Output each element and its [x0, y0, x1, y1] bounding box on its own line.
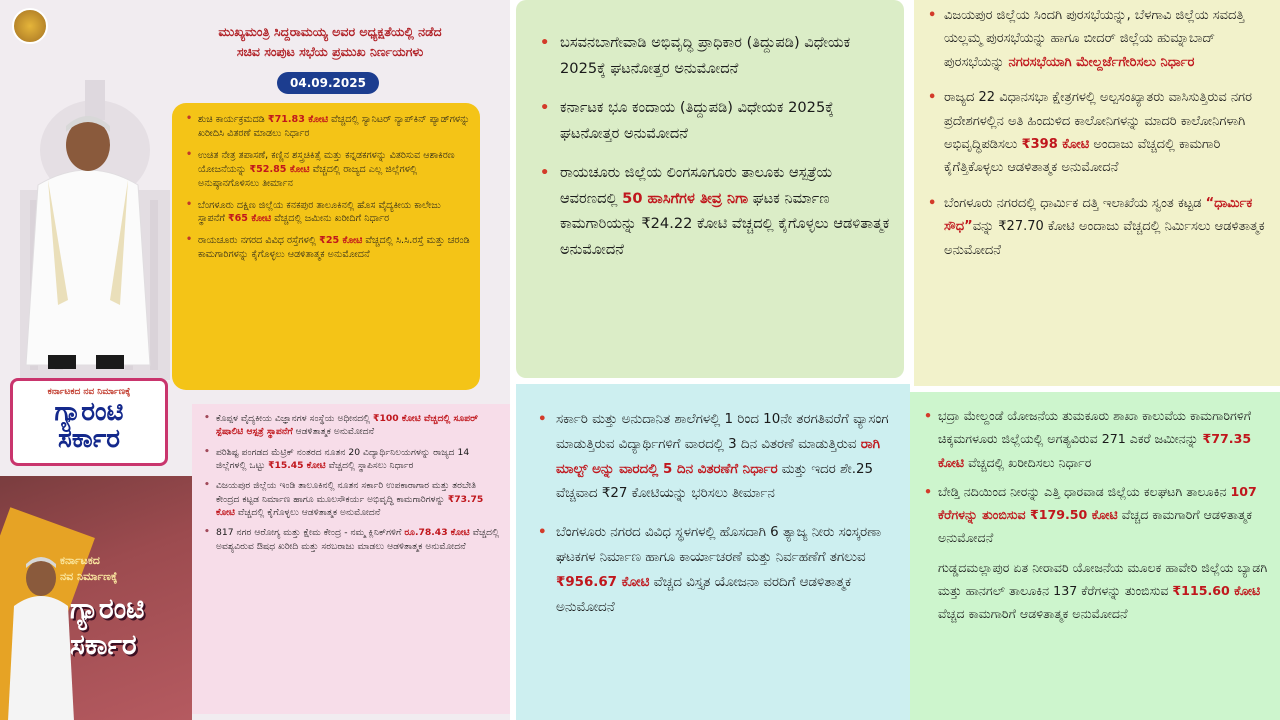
mint-decisions-box — [910, 392, 1280, 720]
decision-item: ಗುಡ್ಡದಮಲ್ಲಾಪುರ ಏತ ನೀರಾವರಿ ಯೋಜನೆಯ ಮೂಲಕ ಹಾವೇರಿ ಜಿಲ್ಲೆಯ ಬ್ಯಾಡಗಿ ಮತ್ತು ಹಾನಗಲ್ ತಾಲೂಕಿನ 137 ಕೆರೆಗಳನ್ನು ತುಂಬಿಸುವ ₹115.60 ಕೋಟಿ ವೆಚ್ಚದ ಕಾಮಗಾರಿಗೆ ಆಡಳಿತಾತ್ಮಕ ಅನುಮೋದನೆ — [938, 559, 1268, 622]
decision-item: • ಉಚಿತ ನೇತ್ರ ತಪಾಸಣೆ, ಕಣ್ಣಿನ ಶಸ್ತ್ರಚಿಕಿತ್ಸೆ ಮತ್ತು ಕನ್ನಡಕಗಳನ್ನು ವಿತರಿಸುವ ಆಶಾಕಿರಣ ಯೋಜನೆಯನ್ನು ₹52.85 ಕೋಟಿ ವೆಚ್ಚದಲ್ಲಿ ರಾಜ್ಯದ ಎಲ್ಲ ಜಿಲ್ಲೆಗಳಲ್ಲಿ ಅನುಷ್ಠಾನಗೊಳಿಸಲು ತೀರ್ಮಾನ — [186, 149, 470, 191]
decision-item: • ಬಸವನಬಾಗೇವಾಡಿ ಅಭಿವೃದ್ಧಿ ಪ್ರಾಧಿಕಾರ (ತಿದ್ದುಪಡಿ) ವಿಧೇಯಕ 2025ಕ್ಕೆ ಘಟನೋತ್ತರ ಅನುಮೋದನೆ — [540, 30, 890, 81]
decision-item: • ರಾಜ್ಯದ 22 ವಿಧಾನಸಭಾ ಕ್ಷೇತ್ರಗಳಲ್ಲಿ ಅಲ್ಪಸಂಖ್ಯಾತರು ವಾಸಿಸುತ್ತಿರುವ ನಗರ ಪ್ರದೇಶಗಳಲ್ಲಿನ ಅತಿ ಹಿಂದುಳಿದ ಕಾಲೋನಿಗಳನ್ನು ಮಾದರಿ ಕಾಲೋನಿಗಳಾಗಿ ಅಭಿವೃದ್ಧಿಪಡಿಸಲು ₹398 ಕೋಟಿ ಅಂದಾಜು ವೆಚ್ಚದಲ್ಲಿ ಕಾಮಗಾರಿ ಕೈಗೆತ್ತಿಕೊಳ್ಳಲು ಆಡಳಿತಾತ್ಮಕ ಅನುಮೋದನೆ — [926, 86, 1276, 180]
decision-item: • ರಾಯಚೂರು ನಗರದ ವಿವಿಧ ರಸ್ತೆಗಳಲ್ಲಿ ₹25 ಕೋಟಿ ವೆಚ್ಚದಲ್ಲಿ ಸಿ.ಸಿ.ರಸ್ತೆ ಮತ್ತು ಚರಂಡಿ ಕಾಮಗಾರಿಗಳನ್ನು ಕೈಗೊಳ್ಳಲು ಆಡಳಿತಾತ್ಮಕ ಅನುಮೋದನೆ — [186, 234, 470, 262]
decision-item: • ಪರಿಶಿಷ್ಟ ಪಂಗಡದ ಮೆಟ್ರಿಕ್ ನಂತರದ ನೂತನ 20 ವಿದ್ಯಾರ್ಥಿನಿಲಯಗಳನ್ನು ರಾಜ್ಯದ 14 ಜಿಲ್ಲೆಗಳಲ್ಲಿ ಒಟ್ಟು ₹15.45 ಕೋಟಿ ವೆಚ್ಚದಲ್ಲಿ ಸ್ಥಾಪಿಸಲು ನಿರ್ಧಾರ — [204, 446, 502, 473]
badge-subtitle: ಕರ್ನಾಟಕದ ನವ ನಿರ್ಮಾಣಕ್ಕೆ — [47, 387, 131, 397]
cream-decisions-list — [926, 4, 1276, 262]
yellow-decisions-box — [172, 103, 480, 390]
chief-minister-photo — [18, 100, 158, 375]
cyan-decisions-box — [516, 384, 910, 720]
left-poster — [0, 0, 510, 720]
promo-sarkara-text: ಸರ್ಕಾರ — [70, 628, 137, 661]
decision-item: • ಕೊಪ್ಪಳ ವೈದ್ಯಕೀಯ ವಿಜ್ಞಾನಗಳ ಸಂಸ್ಥೆಯ ಅಧೀನದಲ್ಲಿ ₹100 ಕೋಟಿ ವೆಚ್ಚದಲ್ಲಿ ಸೂಪರ್ ಸ್ಪೆಷಾಲಿಟಿ ಆಸ್ಪತ್ರೆ ಸ್ಥಾಪನೆಗೆ ಆಡಳಿತಾತ್ಮಕ ಅನುಮೋದನೆ — [204, 412, 502, 439]
promo-line1: ಕರ್ನಾಟಕದ — [60, 554, 100, 567]
badge-line1: ಗ್ಯಾರಂಟಿ — [54, 397, 124, 427]
badge-title — [13, 399, 165, 454]
guarantee-promo-banner — [0, 476, 192, 720]
decision-item: • ಬೆಂಗಳೂರು ನಗರದಲ್ಲಿ ಧಾರ್ಮಿಕ ದತ್ತಿ ಇಲಾಖೆಯ ಸ್ವಂತ ಕಟ್ಟಡ “ಧಾರ್ಮಿಕ ಸೌಧ”ವನ್ನು ₹27.70 ಕೋಟಿ ಅಂದಾಜು ವೆಚ್ಚದಲ್ಲಿ ನಿರ್ಮಿಸಲು ಆಡಳಿತಾತ್ಮಕ ಅನುಮೋದನೆ — [926, 192, 1276, 262]
green-decisions-box — [516, 0, 904, 378]
decision-item: • ಬೆಂಗಳೂರು ನಗರದ ವಿವಿಧ ಸ್ಥಳಗಳಲ್ಲಿ ಹೊಸದಾಗಿ 6 ತ್ಯಾಜ್ಯ ನೀರು ಸಂಸ್ಕರಣಾ ಘಟಕಗಳ ನಿರ್ಮಾಣ ಹಾಗೂ ಕಾರ್ಯಾಚರಣೆ ಮತ್ತು ನಿರ್ವಹಣೆಗೆ ತಗಲುವ ₹956.67 ಕೋಟಿ ವೆಚ್ಚದ ವಿಸ್ತೃತ ಯೋಜನಾ ವರದಿಗೆ ಆಡಳಿತಾತ್ಮಕ ಅನುಮೋದನೆ — [538, 521, 900, 620]
decision-item: • ಕರ್ನಾಟಕ ಭೂ ಕಂದಾಯ (ತಿದ್ದುಪಡಿ) ವಿಧೇಯಕ 2025ಕ್ಕೆ ಘಟನೋತ್ತರ ಅನುಮೋದನೆ — [540, 95, 890, 146]
badge-line2: ಸರ್ಕಾರ — [58, 424, 120, 455]
mint-decisions-list — [922, 404, 1274, 626]
cream-decisions-box — [914, 0, 1280, 386]
promo-guarantee-text: ಗ್ಯಾರಂಟಿ — [70, 592, 145, 625]
decision-item: • ಸರ್ಕಾರಿ ಮತ್ತು ಅನುದಾನಿತ ಶಾಲೆಗಳಲ್ಲಿ 1 ರಿಂದ 10ನೇ ತರಗತಿವರೆಗೆ ವ್ಯಾಸಂಗ ಮಾಡುತ್ತಿರುವ ವಿದ್ಯಾರ್ಥಿಗಳಿಗೆ ವಾರದಲ್ಲಿ 3 ದಿನ ವಿತರಣೆ ಮಾಡುತ್ತಿರುವ ರಾಗಿ ಮಾಲ್ಟ್ ಅನ್ನು ವಾರದಲ್ಲಿ 5 ದಿನ ವಿತರಣೆಗೆ ನಿರ್ಧಾರ ಮತ್ತು ಇದರ ಶೇ.25 ವೆಚ್ಚವಾದ ₹27 ಕೋಟಿಯನ್ನು ಭರಿಸಲು ತೀರ್ಮಾನ — [538, 408, 900, 507]
decision-item: • ಶುಚಿ ಕಾರ್ಯಕ್ರಮದಡಿ ₹71.83 ಕೋಟಿ ವೆಚ್ಚದಲ್ಲಿ ಸ್ಯಾನಿಟರ್ ನ್ಯಾಪ್‌ಕಿನ್ ಪ್ಯಾಡ್‌ಗಳನ್ನು ಖರೀದಿಸಿ ವಿತರಣೆ ಮಾಡಲು ನಿರ್ಧಾರ — [186, 113, 470, 141]
decision-item: • 817 ನಗರ ಆರೋಗ್ಯ ಮತ್ತು ಕ್ಷೇಮ ಕೇಂದ್ರ - ನಮ್ಮ ಕ್ಲಿನಿಕ್‌ಗಳಿಗೆ ರೂ.78.43 ಕೋಟಿ ವೆಚ್ಚದಲ್ಲಿ ಅವಶ್ಯವಿರುವ ಔಷಧ ಖರೀದಿ ಮತ್ತು ಸರಬರಾಜು ಮಾಡಲು ಆಡಳಿತಾತ್ಮಕ ಅನುಮೋದನೆ — [204, 526, 502, 553]
poster-title-line2: ಸಚಿವ ಸಂಪುಟ ಸಭೆಯ ಪ್ರಮುಖ ನಿರ್ಣಯಗಳು — [236, 44, 424, 59]
state-emblem-icon — [12, 8, 48, 44]
decision-item: • ವಿಜಯಪುರ ಜಿಲ್ಲೆಯ ಸಿಂದಗಿ ಪುರಸಭೆಯನ್ನು, ಬೆಳಗಾವಿ ಜಿಲ್ಲೆಯ ಸವದತ್ತಿ ಯಲ್ಲಮ್ಮ ಪುರಸಭೆಯನ್ನು ಹಾಗೂ ಬೀದರ್ ಜಿಲ್ಲೆಯ ಹುಮ್ನಾಬಾದ್ ಪುರಸಭೆಯನ್ನು ನಗರಸಭೆಯಾಗಿ ಮೇಲ್ದರ್ಜೆಗೇರಿಸಲು ನಿರ್ಧಾರ — [926, 4, 1276, 74]
decision-item: • ರಾಯಚೂರು ಜಿಲ್ಲೆಯ ಲಿಂಗಸೂಗೂರು ತಾಲೂಕು ಆಸ್ಪತ್ರೆಯ ಆವರಣದಲ್ಲಿ 50 ಹಾಸಿಗೆಗಳ ತೀವ್ರ ನಿಗಾ ಘಟಕ ನಿರ್ಮಾಣ ಕಾಮಗಾರಿಯನ್ನು ₹24.22 ಕೋಟಿ ವೆಚ್ಚದಲ್ಲಿ ಕೈಗೊಳ್ಳಲು ಆಡಳಿತಾತ್ಮಕ ಅನುಮೋದನೆ — [540, 160, 890, 262]
promo-line2: ನವ ನಿರ್ಮಾಣಕ್ಕೆ — [60, 570, 118, 583]
yellow-decisions-list — [186, 113, 470, 262]
green-decisions-list — [540, 30, 890, 262]
decision-item: • ಬೆಂಗಳೂರು ದಕ್ಷಿಣ ಜಿಲ್ಲೆಯ ಕನಕಪುರ ತಾಲೂಕಿನಲ್ಲಿ ಹೊಸ ವೈದ್ಯಕೀಯ ಕಾಲೇಜು ಸ್ಥಾಪನೆಗೆ ₹65 ಕೋಟಿ ವೆಚ್ಚದಲ್ಲಿ ಜಮೀನು ಖರೀದಿಗೆ ನಿರ್ಧಾರ — [186, 199, 470, 227]
date-badge: 04.09.2025 — [277, 72, 379, 94]
poster-title-line1: ಮುಖ್ಯಮಂತ್ರಿ ಸಿದ್ದರಾಮಯ್ಯ ಅವರ ಅಧ್ಯಕ್ಷತೆಯಲ್ಲಿ ನಡೆದ — [218, 24, 442, 39]
poster-header — [0, 0, 510, 100]
decision-item: • ಬೇಡ್ತಿ ನದಿಯಿಂದ ನೀರನ್ನು ಎತ್ತಿ ಧಾರವಾಡ ಜಿಲ್ಲೆಯ ಕಲಘಟಗಿ ತಾಲೂಕಿನ 107 ಕೆರೆಗಳನ್ನು ತುಂಬಿಸುವ ₹179.50 ಕೋಟಿ ವೆಚ್ಚದ ಕಾಮಗಾರಿಗೆ ಆಡಳಿತಾತ್ಮಕ ಅನುಮೋದನೆ — [922, 480, 1274, 550]
cyan-decisions-list — [538, 408, 900, 620]
pink-decisions-box — [192, 404, 510, 714]
decision-item: • ವಿಜಯಪುರ ಜಿಲ್ಲೆಯ ಇಂಡಿ ತಾಲೂಕಿನಲ್ಲಿ ನೂತನ ಸರ್ಕಾರಿ ಉಪಕಾರಾಗಾರ ಮತ್ತು ತರಬೇತಿ ಕೇಂದ್ರದ ಕಟ್ಟಡ ನಿರ್ಮಾಣ ಹಾಗೂ ಮೂಲಸೌಕರ್ಯ ಅಭಿವೃದ್ಧಿ ಕಾಮಗಾರಿಗಳನ್ನು ₹73.75 ಕೋಟಿ ವೆಚ್ಚದಲ್ಲಿ ಕೈಗೊಳ್ಳಲು ಆಡಳಿತಾತ್ಮಕ ಅನುಮೋದನೆ — [204, 479, 502, 519]
decision-item: • ಭದ್ರಾ ಮೇಲ್ದಂಡೆ ಯೋಜನೆಯ ತುಮಕೂರು ಶಾಖಾ ಕಾಲುವೆಯ ಕಾಮಗಾರಿಗಳಿಗೆ ಚಿಕ್ಕಮಗಳೂರು ಜಿಲ್ಲೆಯಲ್ಲಿ ಅಗತ್ಯವಿರುವ 271 ಎಕರೆ ಜಮೀನನ್ನು ₹77.35 ಕೋಟಿ ವೆಚ್ಚದಲ್ಲಿ ಖರೀದಿಸಲು ನಿರ್ಧಾರ — [922, 404, 1274, 474]
guarantee-sarkara-badge — [10, 378, 168, 466]
pink-decisions-list — [204, 412, 502, 553]
